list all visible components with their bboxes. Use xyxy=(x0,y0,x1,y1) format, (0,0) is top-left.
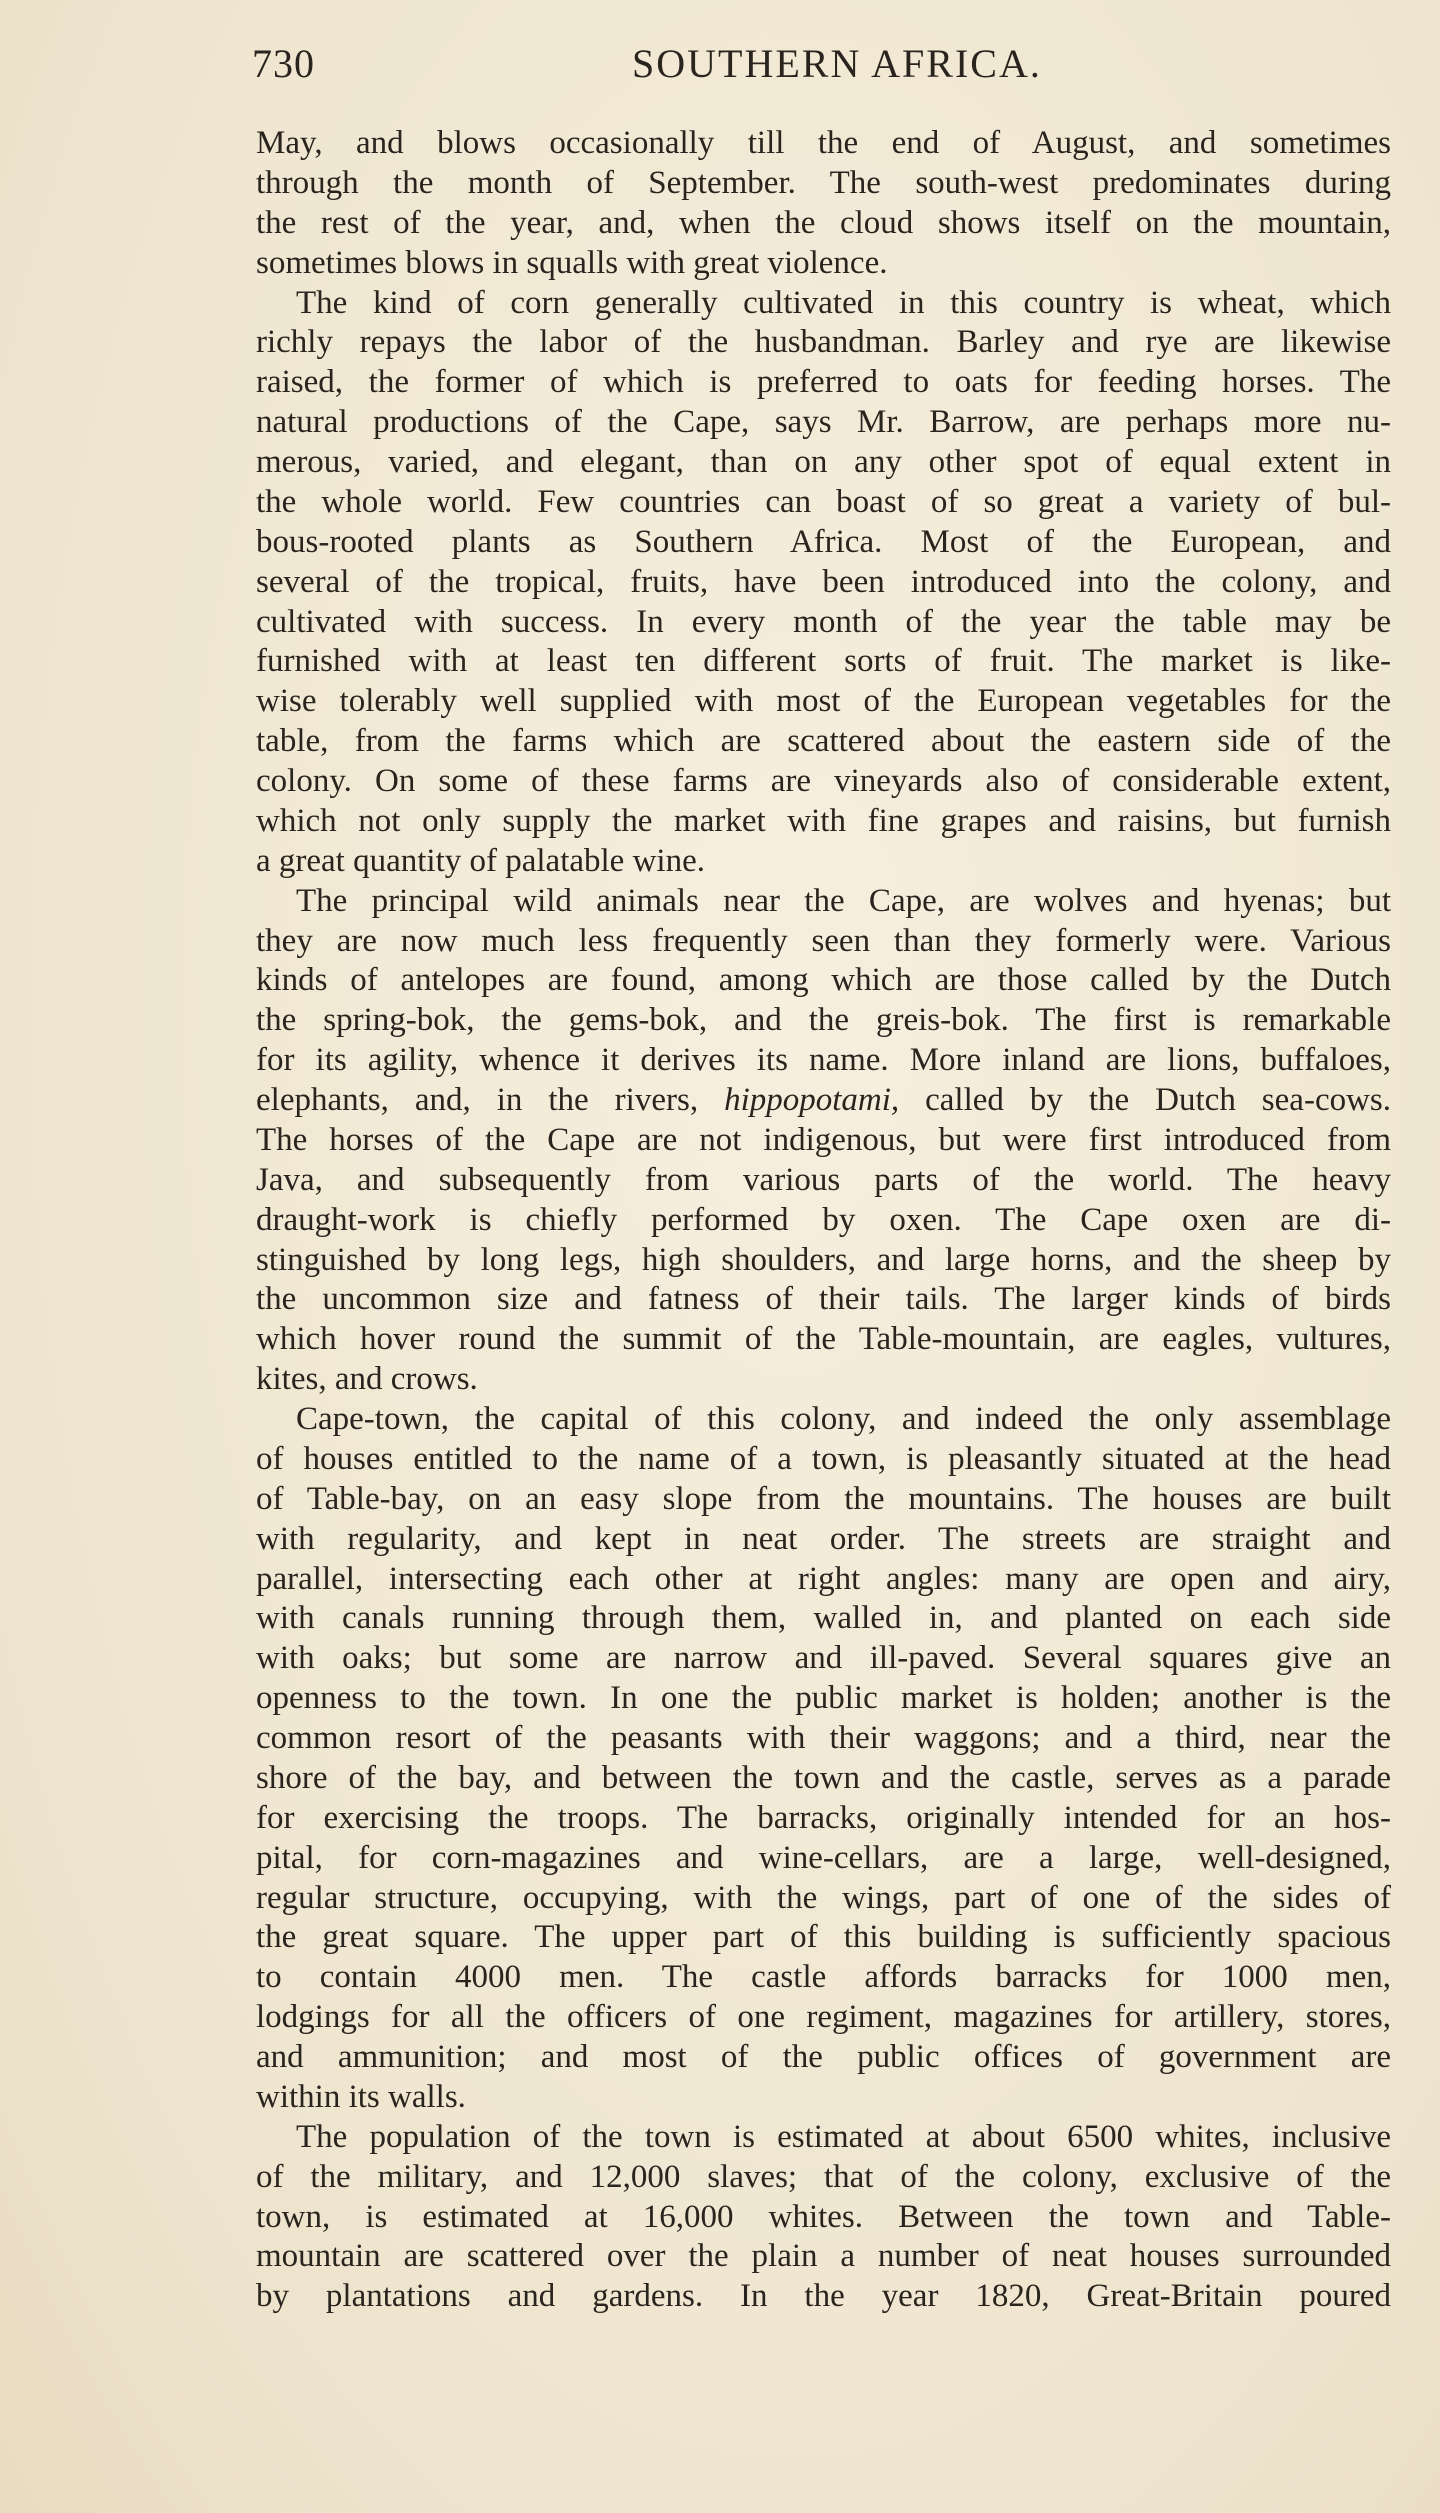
text-line: richly repays the labor of the husbandman. Barley and rye are likewise xyxy=(256,324,1391,361)
text-line: for its agility, whence it derives its name. More inland are lions, buffaloes, xyxy=(256,1042,1391,1079)
text-line: table, from the farms which are scattered about the eastern side of the xyxy=(256,723,1391,760)
text-line: through the month of September. The south-west predominates during xyxy=(256,164,1391,201)
text-line: shore of the bay, and between the town and the castle, serves as a parade xyxy=(256,1759,1391,1796)
text-line: for exercising the troops. The barracks, originally intended for an hos- xyxy=(256,1799,1391,1836)
text-line: kites, and crows. xyxy=(256,1361,478,1398)
text-fragment: called by the Dutch sea-cows. xyxy=(925,1082,1392,1118)
text-line: May, and blows occasionally till the end of August, and sometimes xyxy=(256,125,1391,161)
text-line: with regularity, and kept in neat order. The streets are straight and xyxy=(256,1520,1391,1557)
text-line-with-italic xyxy=(256,1081,1391,1121)
text-line: with oaks; but some are narrow and ill-paved. Several squares give an xyxy=(256,1640,1391,1677)
text-line: of the military, and 12,000 slaves; that of the colony, exclusive of the xyxy=(256,2158,1391,2195)
text-line: which not only supply the market with fine grapes and raisins, but furnish xyxy=(256,802,1391,839)
text-line: bous-rooted plants as Southern Africa. Most of the European, and xyxy=(256,523,1391,560)
text-line: and ammunition; and most of the public offices of government are xyxy=(256,2039,1391,2075)
text-line: Cape-town, the capital of this colony, and indeed the only assemblage xyxy=(296,1401,1391,1437)
text-line: wise tolerably well supplied with most of the European vegetables for the xyxy=(256,683,1391,720)
text-line: with canals running through them, walled in, and planted on each side xyxy=(256,1600,1391,1637)
text-line: natural productions of the Cape, says Mr. Barrow, are perhaps more nu- xyxy=(256,404,1391,441)
body-text xyxy=(256,124,1391,2317)
text-line: to contain 4000 men. The castle affords barracks for 1000 men, xyxy=(256,1959,1391,1996)
text-line: a great quantity of palatable wine. xyxy=(256,842,705,879)
text-line: merous, varied, and elegant, than on any other spot of equal extent in xyxy=(256,444,1391,480)
text-line: pital, for corn-magazines and wine-cellars, are a large, well-designed, xyxy=(256,1839,1391,1876)
text-line: The principal wild animals near the Cape, are wolves and hyenas; but xyxy=(296,882,1391,919)
text-line: parallel, intersecting each other at right angles: many are open and airy, xyxy=(256,1560,1391,1597)
text-line: the rest of the year, and, when the cloud shows itself on the mountain, xyxy=(256,204,1391,241)
text-line: The population of the town is estimated at about 6500 whites, inclusive xyxy=(296,2118,1391,2155)
text-line: within its walls. xyxy=(256,2078,466,2115)
text-line: of Table-bay, on an easy slope from the mountains. The houses are built xyxy=(256,1480,1391,1517)
text-line: lodgings for all the officers of one regiment, magazines for artillery, stores, xyxy=(256,1999,1391,2036)
text-line: sometimes blows in squalls with great violence. xyxy=(256,244,888,281)
text-line: The horses of the Cape are not indigenous, but were first introduced from xyxy=(256,1121,1391,1158)
text-line: colony. On some of these farms are vineyards also of considerable extent, xyxy=(256,763,1391,799)
header-title: SOUTHERN AFRICA. xyxy=(632,41,1042,86)
italic-term: hippopotami, xyxy=(724,1082,900,1118)
text-line: raised, the former of which is preferred to oats for feeding horses. The xyxy=(256,364,1391,401)
text-line: cultivated with success. In every month of the year the table may be xyxy=(256,603,1391,640)
text-line: the uncommon size and fatness of their tails. The larger kinds of birds xyxy=(256,1281,1391,1318)
text-line: stinguished by long legs, high shoulders, and large horns, and the sheep by xyxy=(256,1241,1391,1278)
text-line: the whole world. Few countries can boast of so great a variety of bul- xyxy=(256,483,1391,520)
text-line: which hover round the summit of the Table-mountain, are eagles, vultures, xyxy=(256,1321,1391,1358)
text-line: The kind of corn generally cultivated in this country is wheat, which xyxy=(296,284,1391,321)
running-head xyxy=(252,40,1252,90)
text-line: they are now much less frequently seen than they formerly were. Various xyxy=(256,922,1391,959)
page-number: 730 xyxy=(252,41,315,86)
text-line: regular structure, occupying, with the wings, part of one of the sides of xyxy=(256,1879,1391,1916)
text-line: furnished with at least ten different sorts of fruit. The market is like- xyxy=(256,643,1391,680)
text-line: town, is estimated at 16,000 whites. Between the town and Table- xyxy=(256,2198,1391,2235)
text-line: of houses entitled to the name of a town, is pleasantly situated at the head xyxy=(256,1440,1391,1477)
text-line: the spring-bok, the gems-bok, and the greis-bok. The first is remarkable xyxy=(256,1002,1391,1039)
text-line: the great square. The upper part of this building is sufficiently spacious xyxy=(256,1919,1391,1956)
text-line: Java, and subsequently from various parts of the world. The heavy xyxy=(256,1161,1391,1198)
text-line: several of the tropical, fruits, have been introduced into the colony, and xyxy=(256,563,1391,600)
text-line: kinds of antelopes are found, among which are those called by the Dutch xyxy=(256,962,1391,999)
text-line: by plantations and gardens. In the year 1820, Great-Britain poured xyxy=(256,2278,1391,2315)
text-line: common resort of the peasants with their waggons; and a third, near the xyxy=(256,1720,1391,1756)
text-fragment: elephants, and, in the rivers, xyxy=(256,1082,699,1118)
text-line: mountain are scattered over the plain a number of neat houses surrounded xyxy=(256,2238,1391,2275)
text-line: openness to the town. In one the public market is holden; another is the xyxy=(256,1680,1391,1717)
text-line: draught-work is chiefly performed by oxen. The Cape oxen are di- xyxy=(256,1201,1391,1238)
